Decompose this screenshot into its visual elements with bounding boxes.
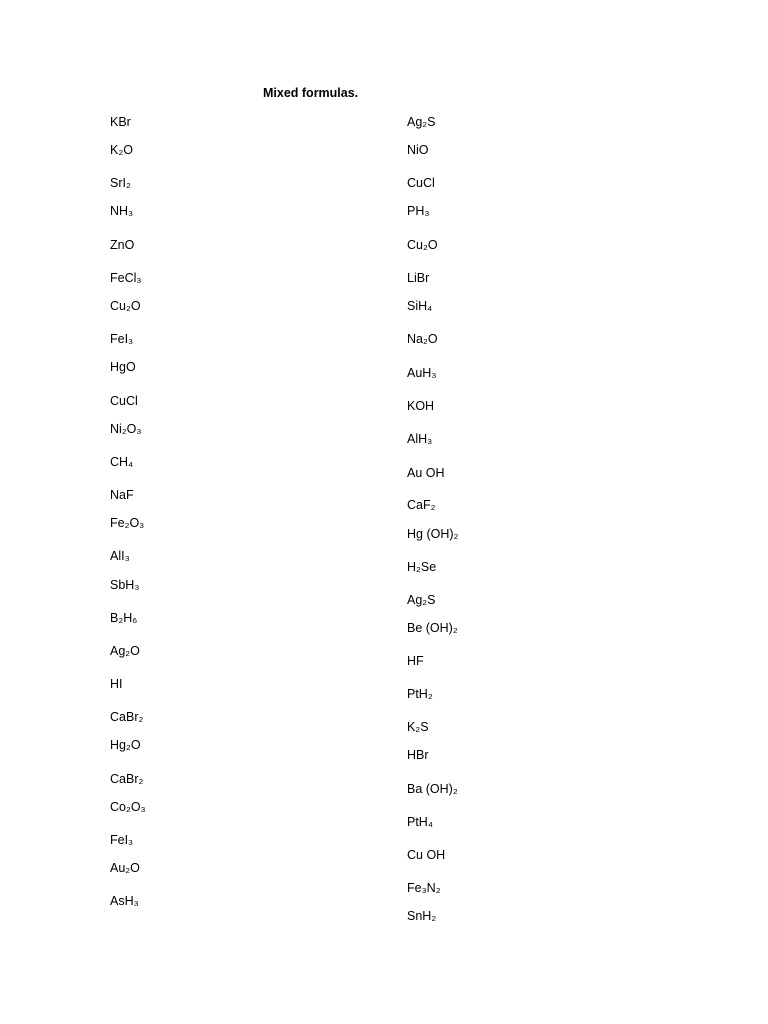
formula-item: SnH₂ [407,909,437,923]
formula-item: SbH₃ [110,578,140,592]
formula-item: AlH₃ [407,432,433,446]
left-formula-column [110,0,370,1024]
formula-item: HgO [110,360,136,374]
formula-item: NH₃ [110,204,134,218]
right-formula-column [407,0,667,1024]
formula-item: Cu₂O [110,299,141,313]
formula-item: H₂Se [407,560,437,574]
formula-item: Be (OH)₂ [407,621,458,635]
formula-item: NaF [110,488,134,502]
formula-item: CaBr₂ [110,710,144,724]
formula-item: Cu₂O [407,238,438,252]
formula-item: PtH₂ [407,687,433,701]
formula-item: AsH₃ [110,894,139,908]
formula-item: Ag₂S [407,593,436,607]
formula-item: FeCl₃ [110,271,142,285]
formula-item: KOH [407,399,435,413]
formula-item: LiBr [407,271,430,285]
formula-item: Co₂O₃ [110,800,146,814]
formula-item: CaBr₂ [110,772,144,786]
formula-item: FeI₃ [110,833,134,847]
formula-item: NiO [407,143,429,157]
formula-item: ZnO [110,238,135,252]
formula-item: Hg (OH)₂ [407,527,459,541]
formula-item: SiH₄ [407,299,433,313]
formula-item: Hg₂O [110,738,141,752]
formula-item: Au₂O [110,861,140,875]
formula-item: PtH₄ [407,815,433,829]
formula-item: Cu OH [407,848,446,862]
formula-item: AuH₃ [407,366,437,380]
formula-item: PH₃ [407,204,430,218]
formula-item: HI [110,677,123,691]
page-title: Mixed formulas. [263,86,359,100]
formula-item: Ag₂O [110,644,140,658]
formula-item: FeI₃ [110,332,134,346]
formula-item: K₂O [110,143,133,157]
formula-item: Au OH [407,466,445,480]
formula-item: Ag₂S [407,115,436,129]
formula-item: KBr [110,115,131,129]
formula-item: K₂S [407,720,429,734]
formula-item: CaF₂ [407,498,436,512]
formula-item: Ni₂O₃ [110,422,142,436]
formula-item: AlI₃ [110,549,130,563]
formula-item: Ba (OH)₂ [407,782,458,796]
formula-item: CH₄ [110,455,134,469]
formula-item: Na₂O [407,332,438,346]
formula-item: HBr [407,748,429,762]
formula-item: HF [407,654,424,668]
formula-item: B₂H₆ [110,611,138,625]
formula-item: CuCl [110,394,138,408]
formula-item: SrI₂ [110,176,131,190]
formula-item: CuCl [407,176,435,190]
formula-item: Fe₃N₂ [407,881,441,895]
formula-item: Fe₂O₃ [110,516,145,530]
